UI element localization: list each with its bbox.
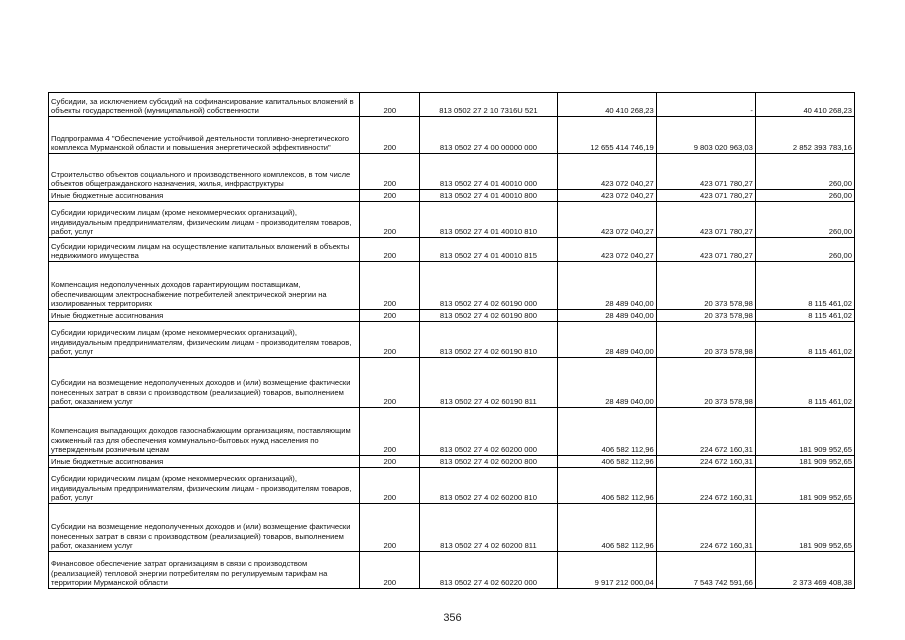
table-row (49, 190, 855, 202)
row-approved-cell: 423 072 040,27 (557, 238, 656, 262)
row-name-cell: Субсидии, за исключением субсидий на софинансирование капитальных вложений в объекты государственной (муниципальной) собственности (49, 93, 360, 117)
row-code-cell: 200 (360, 310, 420, 322)
row-remaining-cell: 8 115 461,02 (755, 322, 854, 358)
row-remaining-cell: 181 909 952,65 (755, 468, 854, 504)
row-code-cell: 200 (360, 190, 420, 202)
row-remaining-cell: 8 115 461,02 (755, 310, 854, 322)
row-remaining-cell: 260,00 (755, 238, 854, 262)
row-code-cell: 200 (360, 358, 420, 408)
table-row (49, 552, 855, 589)
row-remaining-cell: 181 909 952,65 (755, 456, 854, 468)
row-code-cell: 200 (360, 238, 420, 262)
row-approved-cell: 423 072 040,27 (557, 202, 656, 238)
row-approved-cell: 423 072 040,27 (557, 154, 656, 190)
row-name-cell: Субсидии юридическим лицам (кроме некоммерческих организаций), индивидуальным предпринимателям, физическим лицам - производителям товаров, работ, услуг (49, 202, 360, 238)
row-name-cell: Компенсация выпадающих доходов газоснабжающим организациям, поставляющим сжиженный газ для обеспечения коммунально-бытовых нужд населения по утвержденным розничным ценам (49, 408, 360, 456)
row-remaining-cell: 181 909 952,65 (755, 504, 854, 552)
row-executed-cell: 7 543 742 591,66 (656, 552, 755, 589)
row-executed-cell: 423 071 780,27 (656, 202, 755, 238)
table-row (49, 93, 855, 117)
row-executed-cell: 423 071 780,27 (656, 238, 755, 262)
row-approved-cell: 40 410 268,23 (557, 93, 656, 117)
row-kbk-cell: 813 0502 27 4 01 40010 000 (420, 154, 558, 190)
row-name-cell: Иные бюджетные ассигнования (49, 456, 360, 468)
table-row (49, 202, 855, 238)
row-executed-cell: 224 672 160,31 (656, 408, 755, 456)
table-row (49, 238, 855, 262)
row-remaining-cell: 260,00 (755, 190, 854, 202)
row-kbk-cell: 813 0502 27 4 00 00000 000 (420, 117, 558, 154)
row-kbk-cell: 813 0502 27 4 02 60200 810 (420, 468, 558, 504)
table-row (49, 117, 855, 154)
row-kbk-cell: 813 0502 27 4 01 40010 810 (420, 202, 558, 238)
row-name-cell: Субсидии юридическим лицам (кроме некоммерческих организаций), индивидуальным предпринимателям, физическим лицам - производителям товаров, работ, услуг (49, 468, 360, 504)
row-code-cell: 200 (360, 117, 420, 154)
row-code-cell: 200 (360, 322, 420, 358)
row-executed-cell: 224 672 160,31 (656, 504, 755, 552)
budget-report-sheet (48, 92, 855, 589)
row-name-cell: Иные бюджетные ассигнования (49, 190, 360, 202)
row-approved-cell: 9 917 212 000,04 (557, 552, 656, 589)
row-code-cell: 200 (360, 408, 420, 456)
table-row (49, 154, 855, 190)
row-kbk-cell: 813 0502 27 4 02 60200 811 (420, 504, 558, 552)
row-remaining-cell: 40 410 268,23 (755, 93, 854, 117)
page-number: 356 (443, 612, 462, 624)
row-name-cell: Субсидии на возмещение недополученных доходов и (или) возмещение фактически понесенных затрат в связи с производством (реализацией) товаров, выполнением работ, оказанием услуг (49, 358, 360, 408)
row-approved-cell: 12 655 414 746,19 (557, 117, 656, 154)
row-approved-cell: 28 489 040,00 (557, 262, 656, 310)
budget-execution-table (48, 92, 855, 589)
row-kbk-cell: 813 0502 27 4 02 60200 800 (420, 456, 558, 468)
row-approved-cell: 406 582 112,96 (557, 408, 656, 456)
row-kbk-cell: 813 0502 27 4 01 40010 800 (420, 190, 558, 202)
row-name-cell: Субсидии юридическим лицам (кроме некоммерческих организаций), индивидуальным предпринимателям, физическим лицам - производителям товаров, работ, услуг (49, 322, 360, 358)
row-name-cell: Субсидии на возмещение недополученных доходов и (или) возмещение фактически понесенных затрат в связи с производством (реализацией) товаров, выполнением работ, оказанием услуг (49, 504, 360, 552)
row-code-cell: 200 (360, 552, 420, 589)
row-remaining-cell: 2 852 393 783,16 (755, 117, 854, 154)
row-kbk-cell: 813 0502 27 4 02 60220 000 (420, 552, 558, 589)
row-code-cell: 200 (360, 468, 420, 504)
row-name-cell: Компенсация недополученных доходов гарантирующим поставщикам, обеспечивающим электроснабжение потребителей электрической энергии на изолированных территориях (49, 262, 360, 310)
row-remaining-cell: 260,00 (755, 202, 854, 238)
row-remaining-cell: 181 909 952,65 (755, 408, 854, 456)
row-kbk-cell: 813 0502 27 4 02 60200 000 (420, 408, 558, 456)
row-executed-cell: 20 373 578,98 (656, 358, 755, 408)
row-code-cell: 200 (360, 456, 420, 468)
row-kbk-cell: 813 0502 27 4 01 40010 815 (420, 238, 558, 262)
row-executed-cell: 20 373 578,98 (656, 262, 755, 310)
row-executed-cell: 20 373 578,98 (656, 310, 755, 322)
row-executed-cell: - (656, 93, 755, 117)
row-executed-cell: 224 672 160,31 (656, 456, 755, 468)
row-code-cell: 200 (360, 93, 420, 117)
row-code-cell: 200 (360, 154, 420, 190)
table-row (49, 408, 855, 456)
row-name-cell: Финансовое обеспечение затрат организациям в связи с производством (реализацией) тепловой энергии потребителям по регулируемым тарифам на территории Мурманской области (49, 552, 360, 589)
row-approved-cell: 406 582 112,96 (557, 468, 656, 504)
row-kbk-cell: 813 0502 27 4 02 60190 810 (420, 322, 558, 358)
row-executed-cell: 9 803 020 963,03 (656, 117, 755, 154)
table-row (49, 322, 855, 358)
row-executed-cell: 224 672 160,31 (656, 468, 755, 504)
row-kbk-cell: 813 0502 27 2 10 7316U 521 (420, 93, 558, 117)
row-code-cell: 200 (360, 202, 420, 238)
row-approved-cell: 28 489 040,00 (557, 310, 656, 322)
row-name-cell: Строительство объектов социального и производственного комплексов, в том числе объектов общегражданского назначения, жилья, инфраструктуры (49, 154, 360, 190)
row-remaining-cell: 260,00 (755, 154, 854, 190)
table-row (49, 504, 855, 552)
row-approved-cell: 28 489 040,00 (557, 358, 656, 408)
row-remaining-cell: 2 373 469 408,38 (755, 552, 854, 589)
row-name-cell: Подпрограмма 4 "Обеспечение устойчивой деятельности топливно-энергетического комплекса Мурманской области и повышения энергетической эффективности" (49, 117, 360, 154)
table-body (49, 93, 855, 589)
table-row (49, 358, 855, 408)
row-name-cell: Иные бюджетные ассигнования (49, 310, 360, 322)
row-code-cell: 200 (360, 504, 420, 552)
row-remaining-cell: 8 115 461,02 (755, 358, 854, 408)
table-row (49, 456, 855, 468)
row-remaining-cell: 8 115 461,02 (755, 262, 854, 310)
row-kbk-cell: 813 0502 27 4 02 60190 811 (420, 358, 558, 408)
table-row (49, 262, 855, 310)
row-executed-cell: 20 373 578,98 (656, 322, 755, 358)
row-executed-cell: 423 071 780,27 (656, 190, 755, 202)
row-kbk-cell: 813 0502 27 4 02 60190 800 (420, 310, 558, 322)
table-row (49, 468, 855, 504)
row-executed-cell: 423 071 780,27 (656, 154, 755, 190)
row-kbk-cell: 813 0502 27 4 02 60190 000 (420, 262, 558, 310)
row-approved-cell: 406 582 112,96 (557, 456, 656, 468)
row-name-cell: Субсидии юридическим лицам на осуществление капитальных вложений в объекты недвижимого имущества (49, 238, 360, 262)
row-approved-cell: 423 072 040,27 (557, 190, 656, 202)
row-code-cell: 200 (360, 262, 420, 310)
row-approved-cell: 28 489 040,00 (557, 322, 656, 358)
table-row (49, 310, 855, 322)
row-approved-cell: 406 582 112,96 (557, 504, 656, 552)
